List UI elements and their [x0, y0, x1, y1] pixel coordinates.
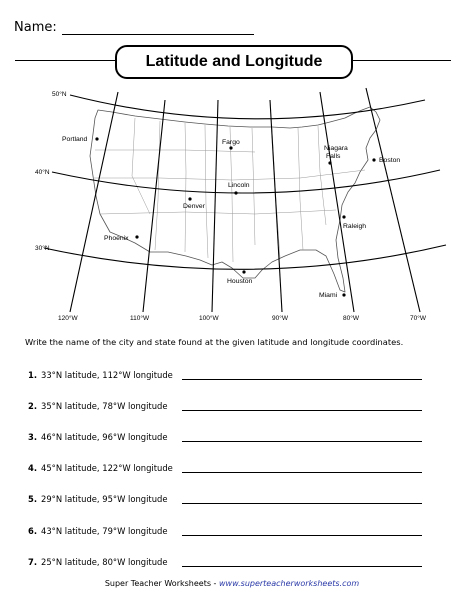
footer — [0, 579, 464, 588]
footer-url[interactable]: www.superteacherworksheets.com — [218, 579, 360, 588]
city-label-raleigh: Raleigh — [343, 223, 367, 230]
city-dot-niagara — [328, 161, 331, 164]
city-dot-lincoln — [234, 191, 237, 194]
city-label-lincoln: Lincoln — [228, 182, 250, 189]
city-dot-raleigh — [342, 215, 345, 218]
city-dot-denver — [188, 197, 191, 200]
question-text: 35°N latitude, 78°W longitude — [41, 401, 168, 411]
answer-line-3[interactable] — [182, 441, 422, 442]
city-dot-fargo — [229, 146, 232, 149]
city-label-houston: Houston — [227, 278, 253, 285]
answer-line-6[interactable] — [182, 535, 422, 536]
question-number: 7. — [28, 557, 38, 567]
page-title: Latitude and Longitude — [115, 45, 353, 79]
answer-line-5[interactable] — [182, 503, 422, 504]
question-number: 5. — [28, 494, 38, 504]
question-7 — [28, 557, 168, 567]
question-6 — [28, 526, 168, 536]
question-number: 2. — [28, 401, 38, 411]
question-text: 43°N latitude, 79°W longitude — [41, 526, 168, 536]
lon-label-100: 100°W — [199, 315, 219, 322]
lon-label-90: 90°W — [272, 315, 288, 322]
city-label-denver: Denver — [183, 203, 205, 210]
instructions: Write the name of the city and state found at the given latitude and longitude coordinates. — [25, 337, 404, 347]
question-4 — [28, 463, 173, 473]
city-label-niagara: Niagara — [324, 145, 348, 152]
lon-label-80: 80°W — [343, 315, 359, 322]
question-text: 46°N latitude, 96°W longitude — [41, 432, 168, 442]
footer-brand: Super Teacher Worksheets - — [104, 579, 219, 588]
name-label: Name: — [14, 20, 57, 35]
question-text: 25°N latitude, 80°W longitude — [41, 557, 168, 567]
question-number: 3. — [28, 432, 38, 442]
city-label-miami: Miami — [319, 292, 338, 299]
question-number: 1. — [28, 370, 38, 380]
question-1 — [28, 370, 173, 380]
question-text: 29°N latitude, 95°W longitude — [41, 494, 168, 504]
question-number: 4. — [28, 463, 38, 473]
lon-label-70: 70°W — [410, 315, 426, 322]
city-label-boston: Boston — [379, 157, 401, 164]
lon-label-120: 120°W — [58, 315, 78, 322]
city-label-fargo: Fargo — [222, 139, 240, 146]
answer-line-4[interactable] — [182, 472, 422, 473]
question-5 — [28, 494, 168, 504]
answer-line-1[interactable] — [182, 379, 422, 380]
city-dot-portland — [95, 137, 98, 140]
city-label-falls: Falls — [326, 153, 341, 160]
lat-label-40: 40°N — [35, 169, 50, 176]
city-dot-phoenix — [135, 235, 138, 238]
question-number: 6. — [28, 526, 38, 536]
city-dot-houston — [242, 270, 245, 273]
city-label-portland: Portland — [62, 136, 88, 143]
city-label-phoenix: Phoenix — [104, 235, 129, 242]
city-dot-miami — [342, 293, 345, 296]
lon-label-110: 110°W — [130, 315, 150, 322]
city-dot-boston — [372, 158, 375, 161]
lat-label-30: 30°N — [35, 245, 50, 252]
lat-label-50: 50°N — [52, 91, 67, 98]
question-2 — [28, 401, 168, 411]
question-text: 45°N latitude, 122°W longitude — [41, 463, 173, 473]
answer-line-2[interactable] — [182, 410, 422, 411]
answer-line-7[interactable] — [182, 566, 422, 567]
question-3 — [28, 432, 168, 442]
question-text: 33°N latitude, 112°W longitude — [41, 370, 173, 380]
